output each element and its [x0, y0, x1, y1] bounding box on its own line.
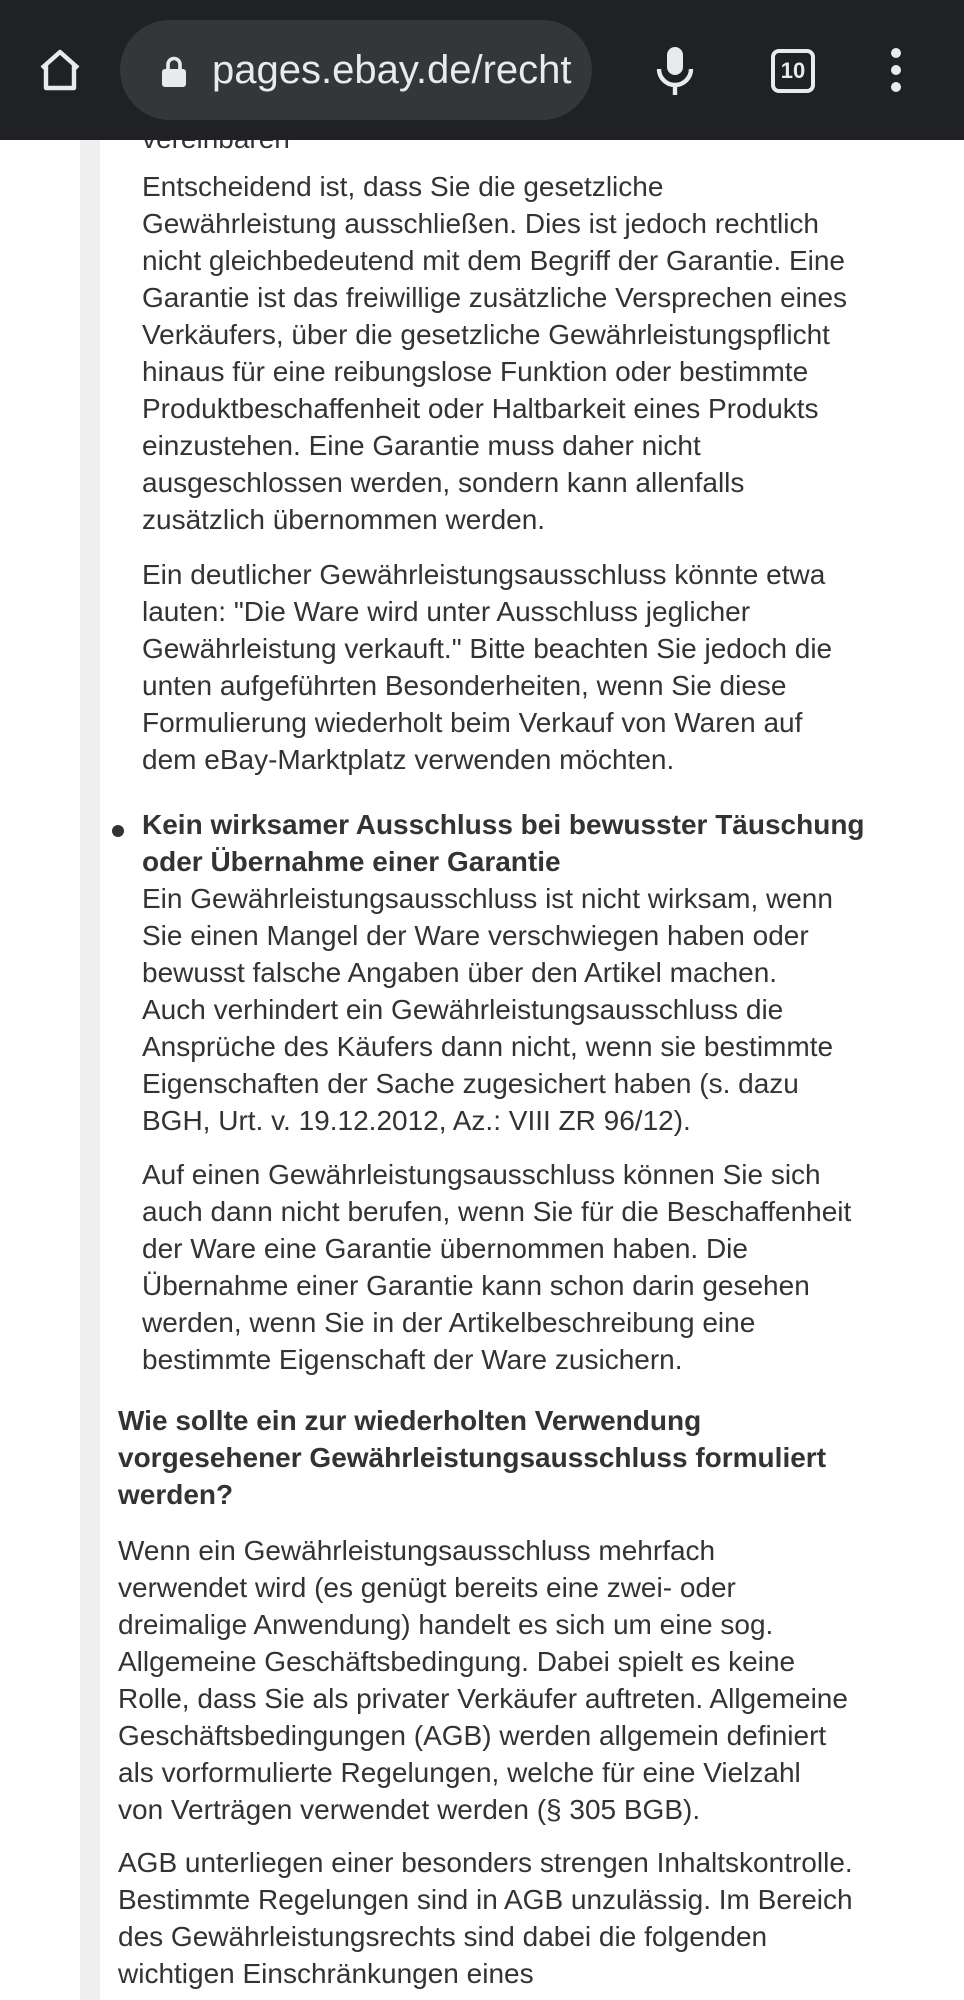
microphone-icon: [653, 43, 697, 99]
more-vert-icon: [891, 48, 901, 58]
more-menu-button[interactable]: [876, 40, 916, 100]
address-bar[interactable]: [120, 20, 592, 120]
paragraph-agb-control: AGB unterliegen einer besonders strengen Inhaltskontrolle. Bestimmte Regelungen sind in AGB unzulässig. Im Bereich des Gewährleistungsrechts sind dabei die folgenden wichtigen Einschränkungen eines: [118, 1847, 853, 1989]
bullet-heading: Kein wirksamer Ausschluss bei bewusster Täuschung oder Übernahme einer Garantie: [142, 809, 865, 877]
url-text: pages.ebay.de/recht: [212, 48, 572, 92]
home-button[interactable]: [30, 40, 90, 100]
paragraph-guarantee-definition: Entscheidend ist, dass Sie die gesetzliche Gewährleistung ausschließen. Dies ist jedoch rechtlich nicht gleichbedeutend mit dem Begriff der Garantie. Eine Garantie ist das freiwillige zusätzliche Versprechen eines Verkäufers, über die gesetzliche Gewährleistungspflicht hinaus für eine reibungslose Funktion oder bestimmte Produktbeschaffenheit oder Haltbarkeit eines Produkts einzustehen. Eine Garantie muss daher nicht ausgeschlossen werden, sondern kann allenfalls zusätzlich übernommen werden.: [142, 171, 848, 535]
bullet-paragraph-deception: Ein Gewährleistungsausschluss ist nicht wirksam, wenn Sie einen Mangel der Ware verschwiegen haben oder bewusst falsche Angaben über den Artikel machen. Auch verhindert ein Gewährleistungsausschluss die Ansprüche des Käufers dann nicht, wenn sie bestimmte Eigenschaften der Sache zugesichert haben (s. dazu BGH, Urt. v. 19.12.2012, Az.: VIII ZR 96/12).: [142, 883, 834, 1136]
tab-switcher-button[interactable]: [766, 44, 820, 98]
home-icon: [36, 46, 84, 94]
paragraph-example-exclusion: Ein deutlicher Gewährleistungsausschluss könnte etwa lauten: "Die Ware wird unter Ausschluss jeglicher Gewährleistung verkauft." Bitte beachten Sie jedoch die unten aufgeführten Besonderheiten, wenn Sie diese Formulierung wiederholt beim Verkauf von Waren auf dem eBay-Marktplatz verwenden möchten.: [142, 559, 833, 775]
menu-dot: [891, 65, 901, 75]
lock-icon: [156, 54, 192, 90]
paragraph-agb-definition: Wenn ein Gewährleistungsausschluss mehrfach verwendet wird (es genügt bereits eine zwei- oder dreimalige Anwendung) handelt es sich um eine sog. Allgemeine Geschäftsbedingung. Dabei spielt es keine Rolle, dass Sie als privater Verkäufer auftreten. Allgemeine Geschäftsbedingungen (AGB) werden allgemein definiert als vorformulierte Regelungen, welche für eine Vielzahl von Verträgen verwendet werden (§ 305 BGB).: [118, 1535, 848, 1825]
menu-dot: [891, 82, 901, 92]
tab-switcher-icon: 10: [771, 49, 815, 93]
voice-search-button[interactable]: [640, 36, 710, 106]
section-heading: Wie sollte ein zur wiederholten Verwendung vorgesehener Gewährleistungsausschluss formuliert werden?: [118, 1405, 827, 1510]
bullet-paragraph-guarantee: Auf einen Gewährleistungsausschluss können Sie sich auch dann nicht berufen, wenn Sie für die Beschaffenheit der Ware eine Garantie übernommen haben. Die Übernahme einer Garantie kann schon darin gesehen werden, wenn Sie in der Artikelbeschreibung eine bestimmte Eigenschaft der Ware zusichern.: [142, 1159, 852, 1375]
browser-toolbar: [0, 0, 964, 140]
bullet-marker: [112, 825, 124, 837]
right-margin: [922, 140, 964, 2000]
